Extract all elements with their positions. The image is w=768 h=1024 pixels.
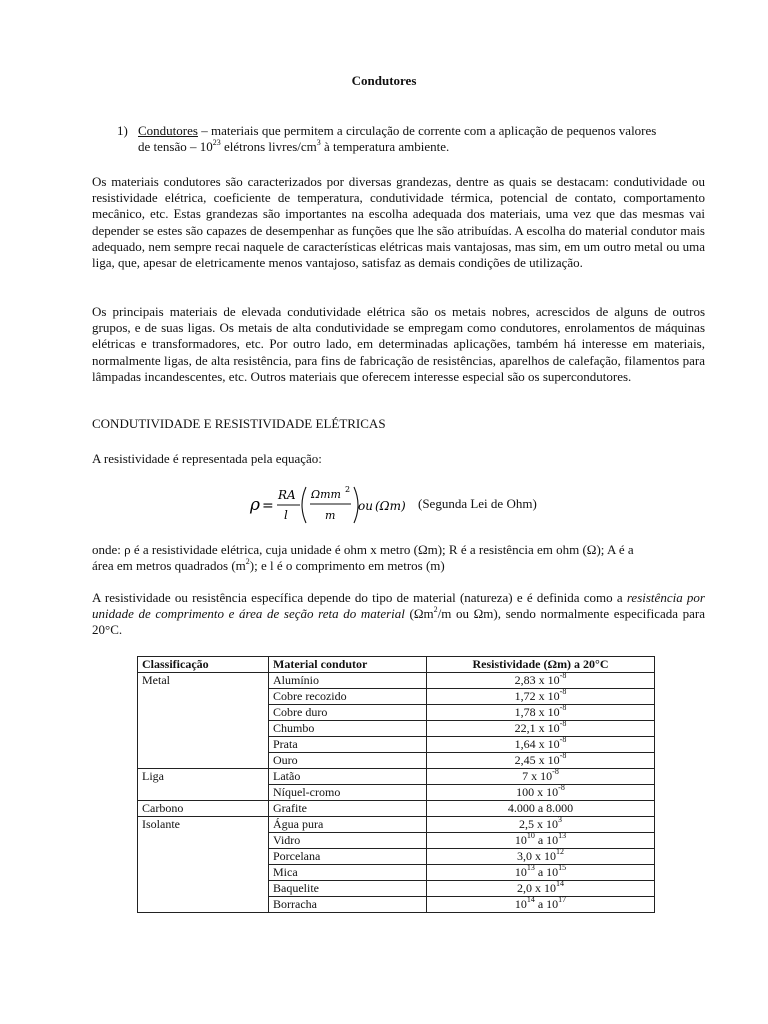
value-exponent: 10 xyxy=(526,831,535,840)
value-exponent: -8 xyxy=(559,735,567,744)
cell-classificacao xyxy=(138,833,269,849)
value-exponent: -8 xyxy=(559,719,567,728)
eq-unit-den: m xyxy=(325,509,336,522)
cell-material: Porcelana xyxy=(269,849,427,865)
value-base: 10 xyxy=(514,833,527,847)
value-exponent: 3 xyxy=(558,815,562,824)
eq-rho: ρ xyxy=(250,495,260,515)
paragraph-2: Os principais materiais de elevada condutividade elétrica são os metais nobres, acrescidos de alguns de outros grupos, e de suas ligas. Os metais de alta condutividade se empregam como condutores, enrolamentos de máquinas elétricas e transformadores, etc. Por outro lado, em determinadas aplicações, também há interesse em materiais, normalmente ligas, de alta resistência, para fins de fabricação de resistências, aparelhos de calefação, filamentos para lâmpadas incandescentes, etc. Outros materiais que oferecem interesse especial são os supercondutores. xyxy=(92,304,705,384)
resistivity-equation xyxy=(248,483,418,527)
table-row xyxy=(138,705,655,721)
value-exponent: -8 xyxy=(559,751,567,760)
definition-text xyxy=(138,123,710,155)
value-exponent-2: 13 xyxy=(558,831,567,840)
cell-classificacao xyxy=(138,897,269,913)
cell-resistividade xyxy=(427,865,655,881)
cell-classificacao: Metal xyxy=(138,673,269,689)
onde-line1: onde: ρ é a resistividade elétrica, cuja unidade é ohm x metro (Ωm); R é a resistência em ohm (Ω); A é a xyxy=(92,542,634,557)
cell-material: Cobre duro xyxy=(269,705,427,721)
resistivity-part2a: (Ωm xyxy=(404,606,434,622)
resistivity-definition: resistência por unidade de comprimento e área de seção reta do material xyxy=(92,590,705,622)
resistivity-table xyxy=(137,656,655,913)
cell-resistividade xyxy=(427,897,655,913)
value-base: 10 xyxy=(514,897,527,911)
cell-classificacao xyxy=(138,865,269,881)
value-exponent-2: 17 xyxy=(558,895,567,904)
definition-line2a: de tensão – 10 xyxy=(138,139,213,154)
table-row xyxy=(138,865,655,881)
cell-classificacao xyxy=(138,705,269,721)
value-base: 1,64 x 10 xyxy=(514,737,560,751)
cell-classificacao: Liga xyxy=(138,769,269,785)
value-exponent: 14 xyxy=(556,879,564,888)
cell-classificacao xyxy=(138,721,269,737)
cell-classificacao xyxy=(138,849,269,865)
cell-resistividade xyxy=(427,801,655,817)
eq-numerator: RA xyxy=(278,488,296,502)
value-base: 22,1 x 10 xyxy=(514,721,560,735)
cell-classificacao xyxy=(138,881,269,897)
cell-material: Prata xyxy=(269,737,427,753)
eq-unit-sup: 2 xyxy=(345,485,351,494)
resistivity-part2b: /m ou Ωm), sendo normalmente especificada para 20°C. xyxy=(92,606,706,638)
table-row xyxy=(138,769,655,785)
value-base: 1,78 x 10 xyxy=(514,705,560,719)
cell-resistividade xyxy=(427,753,655,769)
cell-material: Grafite xyxy=(269,801,427,817)
exp-unit: 2 xyxy=(433,604,438,614)
table-row xyxy=(138,737,655,753)
cell-classificacao xyxy=(138,753,269,769)
section-heading: CONDUTIVIDADE E RESISTIVIDADE ELÉTRICAS xyxy=(92,416,386,431)
header-resistividade: Resistividade (Ωm) a 20°C xyxy=(427,657,655,673)
table-row xyxy=(138,897,655,913)
cell-classificacao xyxy=(138,785,269,801)
cell-material: Mica xyxy=(269,865,427,881)
cell-material: Borracha xyxy=(269,897,427,913)
value-base: 1,72 x 10 xyxy=(514,689,560,703)
eq-denominator: l xyxy=(284,508,288,522)
value-exponent: -8 xyxy=(559,703,567,712)
equation-intro: A resistividade é representada pela equação: xyxy=(92,451,322,466)
value-base: 3,0 x 10 xyxy=(517,849,556,863)
value-range-sep: a 10 xyxy=(534,833,559,847)
value-base: 2,83 x 10 xyxy=(514,673,560,687)
header-classificacao: Classificação xyxy=(138,657,269,673)
table-row xyxy=(138,785,655,801)
value-base: 7 x 10 xyxy=(522,769,553,783)
paragraph-1: Os materiais condutores são caracterizados por diversas grandezas, dentre as quais se destacam: condutividade ou resistividade elétrica, coeficiente de temperatura, condutividade térmica, potencial de contato, comportamento mecânico, etc. Estas grandezas são importantes na escolha adequada dos materiais, uma vez que das mesmas vai depender se estes são capazes de desempenhar as funções que lhe são atribuídas. A escolha do material condutor mais adequado, nem sempre recai naquele de características elétricas mais vantajosas, mas sim, em um outro metal ou uma liga, que, apesar de eletricamente menos vantajoso, satisfaz as demais condições de utilização. xyxy=(92,174,705,271)
table-row xyxy=(138,881,655,897)
cell-resistividade xyxy=(427,849,655,865)
value-range-sep: a 10 xyxy=(534,865,559,879)
cell-classificacao: Carbono xyxy=(138,801,269,817)
table-header-row xyxy=(138,657,655,673)
exp-area: 2 xyxy=(245,556,250,566)
definition-term: Condutores xyxy=(138,123,198,138)
cell-classificacao xyxy=(138,737,269,753)
definition-line1: – materiais que permitem a circulação de corrente com a aplicação de pequenos valores xyxy=(197,123,657,138)
value-exponent: 12 xyxy=(556,847,564,856)
value-exponent: 13 xyxy=(526,863,535,872)
value-exponent: 14 xyxy=(526,895,535,904)
cell-material: Chumbo xyxy=(269,721,427,737)
cell-material: Latão xyxy=(269,769,427,785)
cell-resistividade xyxy=(427,833,655,849)
cell-resistividade xyxy=(427,689,655,705)
cell-resistividade xyxy=(427,769,655,785)
table-row xyxy=(138,753,655,769)
header-material: Material condutor xyxy=(269,657,427,673)
cell-resistividade xyxy=(427,785,655,801)
value-exponent: -8 xyxy=(559,671,567,680)
cell-material: Ouro xyxy=(269,753,427,769)
cell-classificacao: Isolante xyxy=(138,817,269,833)
onde-line2a: área em metros quadrados (m xyxy=(92,558,246,574)
cell-resistividade xyxy=(427,737,655,753)
value-base: 2,45 x 10 xyxy=(514,753,560,767)
table-row xyxy=(138,817,655,833)
exp-23: 23 xyxy=(212,137,221,147)
cell-resistividade xyxy=(427,721,655,737)
table-row xyxy=(138,673,655,689)
resistivity-paragraph xyxy=(92,590,705,639)
cell-classificacao xyxy=(138,689,269,705)
value-exponent-2: 15 xyxy=(558,863,567,872)
cell-material: Vidro xyxy=(269,833,427,849)
cell-material: Cobre recozido xyxy=(269,689,427,705)
table-row xyxy=(138,689,655,705)
resistivity-part1: A resistividade ou resistência específica depende do tipo de material (natureza) e é definida como a xyxy=(92,590,627,605)
value-base: 100 x 10 xyxy=(516,785,559,799)
value-exponent: -8 xyxy=(552,767,559,776)
eq-ohm-m: (Ωm) xyxy=(375,499,406,513)
eq-unit-num: Ωmm xyxy=(311,488,341,501)
cell-resistividade xyxy=(427,817,655,833)
eq-equals: = xyxy=(262,498,274,514)
table-row xyxy=(138,801,655,817)
cell-resistividade xyxy=(427,705,655,721)
cell-resistividade xyxy=(427,881,655,897)
table-row xyxy=(138,849,655,865)
table-row xyxy=(138,833,655,849)
value-base: 2,5 x 10 xyxy=(519,817,558,831)
onde-paragraph xyxy=(92,542,705,574)
value-range-sep: a 10 xyxy=(534,897,559,911)
cell-material: Baquelite xyxy=(269,881,427,897)
item-number: 1) xyxy=(117,123,128,138)
value-exponent: -8 xyxy=(559,687,567,696)
cell-material: Água pura xyxy=(269,817,427,833)
cell-material: Alumínio xyxy=(269,673,427,689)
cell-material: Níquel-cromo xyxy=(269,785,427,801)
cell-resistividade xyxy=(427,673,655,689)
table-row xyxy=(138,721,655,737)
equation-label: (Segunda Lei de Ohm) xyxy=(418,496,537,511)
value-base: 10 xyxy=(514,865,527,879)
value-exponent: -8 xyxy=(558,783,565,792)
onde-line2b: ); e l é o comprimento em metros (m) xyxy=(249,558,445,574)
value-base: 2,0 x 10 xyxy=(517,881,556,895)
page-title: Condutores xyxy=(351,73,417,88)
definition-line2b: elétrons livres/cm xyxy=(220,139,317,154)
value-base: 4.000 a 8.000 xyxy=(507,801,574,815)
eq-ou: ou xyxy=(358,499,373,513)
definition-line2c: à temperatura ambiente. xyxy=(320,139,450,154)
exp-3: 3 xyxy=(316,137,321,147)
